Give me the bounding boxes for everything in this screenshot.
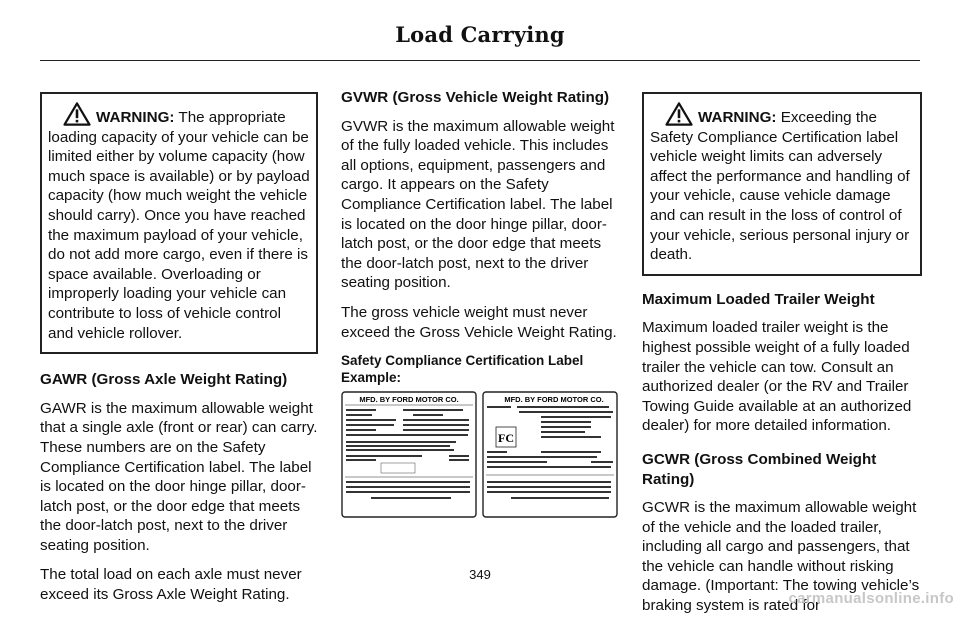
column-2 [341, 86, 619, 524]
warning-text: Exceeding the Safety Compliance Certification label vehicle weight limits can adversely affect the performance and handling of your vehicle, cause vehicle damage and can result in the loss of control of your vehicle, serious personal injury or death. [650, 109, 910, 264]
gawr-heading: GAWR (Gross Axle Weight Rating) [40, 371, 288, 389]
gawr-paragraph-2: The total load on each axle must never exceed its Gross Axle Weight Rating. [40, 566, 302, 604]
page-title: Load Carrying [395, 22, 565, 47]
page-number: 349 [469, 567, 491, 582]
label-left-title: MFD. BY FORD MOTOR CO. [359, 395, 459, 405]
warning-box-payload [40, 92, 318, 354]
column-3 [642, 86, 922, 626]
gcwr-paragraph: GCWR is the maximum allowable weight of the vehicle and the loaded trailer, including all cargo and passengers, that the vehicle can handle without risking damage. (Important: The towing vehicle’s braking system is rated for [642, 499, 920, 615]
header-divider [40, 60, 920, 61]
label-right [483, 392, 617, 517]
page-header [0, 0, 960, 64]
warning-label: WARNING: [96, 109, 175, 126]
label-right-title: MFD. BY FORD MOTOR CO. [504, 395, 604, 405]
watermark: carmanualsonline.info [788, 590, 954, 607]
gvwr-paragraph-1: GVWR is the maximum allowable weight of the fully loaded vehicle. This includes all options, equipment, passengers and cargo. It appears on the Safety Compliance Certification label. The label is located on the door hinge pillar, door-latch post, or the door edge that meets the door-latch post, next to the driver seating position. [341, 117, 615, 292]
gawr-paragraph-1: GAWR is the maximum allowable weight that a single axle (front or rear) can carry. These numbers are on the Safety Compliance Certification label. The label is located on the door hinge pillar, door-latch post, or the door edge that meets the door-latch post, next to the driver seating position. [40, 399, 318, 554]
warning-box-exceeding [642, 92, 922, 276]
gvwr-heading: GVWR (Gross Vehicle Weight Rating) [341, 89, 610, 106]
trailer-paragraph: Maximum loaded trailer weight is the highest possible weight of a fully loaded trailer the vehicle can tow. Consult an authorized dealer (or the RV and Trailer Towing Guide available at an authorized dealer) for more detailed information. [642, 319, 912, 435]
warning-triangle-icon [62, 102, 92, 126]
column-1 [40, 86, 318, 615]
trailer-heading: Maximum Loaded Trailer Weight [642, 290, 875, 308]
gvwr-paragraph-2: The gross vehicle weight must never exceed the Gross Vehicle Weight Rating. [341, 303, 617, 341]
certification-label-illustration [341, 391, 619, 518]
warning-text: The appropriate loading capacity of your vehicle can be limited either by volume capacity (how much space is available) or by payload capacity (how much weight the vehicle should carry). Once you have reached the maximum payload of your vehicle, do not add more cargo, even if there is space available. Overloading or improperly loading your vehicle can contribute to loss of vehicle control and vehicle rollover. [48, 109, 310, 342]
label-left [342, 392, 476, 517]
gcwr-heading: GCWR (Gross Combined Weight Rating) [642, 450, 877, 488]
label-example-heading: Safety Compliance Certification Label Example: [341, 353, 584, 386]
svg-text:FC: FC [498, 431, 514, 446]
warning-label: WARNING: [698, 109, 777, 126]
warning-triangle-icon [664, 102, 694, 126]
